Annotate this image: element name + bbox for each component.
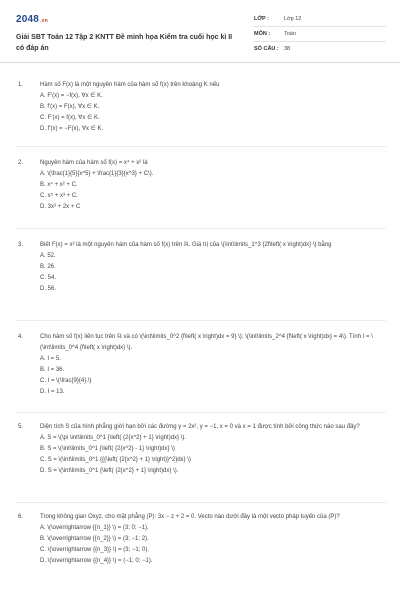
- option-a[interactable]: A. \(\frac{1}{5}{x^5} + \frac{1}{3}{x^3} + C\).: [40, 171, 154, 177]
- question-1: [18, 80, 384, 135]
- option-a[interactable]: A. I = 5.: [40, 356, 61, 362]
- meta-divider: [254, 26, 386, 27]
- question-number: 1.: [18, 82, 24, 88]
- option-a[interactable]: A. \(\overrightarrow {{n_1}} \) = (3; 0; −1).: [40, 525, 149, 531]
- option-d[interactable]: D. 56.: [40, 286, 57, 292]
- option-b[interactable]: B. S = \(\int\limits_0^1 {\left( {2{x^2} - 1} \right)dx} \): [40, 446, 175, 452]
- question-divider: [16, 228, 386, 229]
- question-number: 6.: [18, 514, 24, 520]
- meta-subject: [254, 31, 296, 37]
- option-a[interactable]: A. F'(x) = −f(x), ∀x ∈ K.: [40, 93, 103, 99]
- meta-subject-label: MÔN :: [254, 31, 271, 37]
- question-number: 2.: [18, 160, 24, 166]
- option-b[interactable]: B. I = 36.: [40, 367, 65, 373]
- meta-class-value: Lớp 12: [284, 16, 302, 22]
- question-divider: [16, 320, 386, 321]
- meta-class-label: LỚP :: [254, 16, 269, 22]
- page-header: [0, 0, 400, 63]
- question-2: [18, 158, 384, 213]
- option-c[interactable]: C. 54.: [40, 275, 57, 281]
- meta-subject-value: Toán: [284, 31, 296, 37]
- question-number: 5.: [18, 424, 24, 430]
- option-b[interactable]: B. f'(x) = F(x), ∀x ∈ K.: [40, 104, 100, 110]
- question-stem: Diện tích S của hình phẳng giới hạn bởi các đường y = 2x², y = −1, x = 0 và x = 1 được tính bởi công thức nào sau đây?: [40, 424, 360, 430]
- page-title: Giải SBT Toán 12 Tập 2 KNTT Đề minh họa Kiểm tra cuối học kì II có đáp án: [16, 34, 233, 52]
- question-stem: Trong không gian Oxyz, cho mặt phẳng (P): 3x − z + 2 = 0. Vecto nào dưới đây là một vecto pháp tuyến của (P)?: [40, 514, 340, 520]
- option-c[interactable]: C. S = \(\int\limits_0^1 {{{\left( {2{x^2} + 1} \right)}^2}dx} \): [40, 457, 191, 463]
- meta-divider: [254, 41, 386, 42]
- meta-count-value: 38: [284, 46, 291, 52]
- option-a[interactable]: A. 52.: [40, 253, 56, 259]
- option-d[interactable]: D. I = 13.: [40, 389, 65, 395]
- question-4: [18, 332, 384, 398]
- question-number: 3.: [18, 242, 24, 248]
- question-3: [18, 240, 384, 295]
- option-b[interactable]: B. x⁴ + x² + C.: [40, 182, 78, 188]
- question-number: 4.: [18, 334, 24, 340]
- option-c[interactable]: C. I = \(\frac{9}{4}.\): [40, 378, 92, 384]
- option-c[interactable]: C. x⁵ + x³ + C.: [40, 193, 78, 199]
- meta-class: [254, 16, 301, 22]
- option-d[interactable]: D. \(\overrightarrow {{n_4}} \) = (−1; 0; −1).: [40, 558, 153, 564]
- question-6: [18, 512, 384, 567]
- question-divider: [16, 412, 386, 413]
- question-5: [18, 422, 384, 477]
- question-stem: Biết F(x) = x³ là một nguyên hàm của hàm số f(x) trên ℝ. Giá trị của \(\int\limits_1^3 {2f\left( x \right)dx} \) bằng: [40, 242, 332, 248]
- meta-count: [254, 46, 290, 52]
- logo-text: 2048: [16, 14, 40, 25]
- logo-suffix: .vn: [40, 18, 48, 24]
- option-c[interactable]: C. \(\overrightarrow {{n_3}} \) = (3; −1; 0).: [40, 547, 150, 553]
- site-logo[interactable]: [16, 14, 48, 25]
- question-stem: Nguyên hàm của hàm số f(x) = x⁴ + x² là: [40, 160, 148, 166]
- question-stem: Cho hàm số f(x) liên tục trên ℝ và có \(\int\limits_0^2 {f\left( x \right)dx = 9} \); \(\int\limits_2^4 {f\left( x \right)dx} = 4\). Tính I = \(\int\limits_0^4 {f\left( x \right)dx} \).: [40, 334, 373, 351]
- option-d[interactable]: D. f'(x) = −F(x), ∀x ∈ K.: [40, 126, 104, 132]
- question-divider: [16, 502, 386, 503]
- meta-count-label: SỐ CÂU :: [254, 46, 279, 52]
- option-d[interactable]: D. S = \(\int\limits_0^1 {\left( {2{x^2} + 1} \right)dx} \).: [40, 468, 179, 474]
- question-stem: Hàm số F(x) là một nguyên hàm của hàm số f(x) trên khoảng K nếu: [40, 82, 220, 88]
- question-divider: [16, 146, 386, 147]
- option-a[interactable]: A. S = \(\pi \int\limits_0^1 {\left( {2{x^2} + 1} \right)dx} \).: [40, 435, 187, 441]
- option-d[interactable]: D. 3x³ + 2x + C: [40, 204, 81, 210]
- option-c[interactable]: C. F'(x) = f(x), ∀x ∈ K.: [40, 115, 100, 121]
- option-b[interactable]: B. 26.: [40, 264, 56, 270]
- option-b[interactable]: B. \(\overrightarrow {{n_2}} \) = (3; −1; 2).: [40, 536, 149, 542]
